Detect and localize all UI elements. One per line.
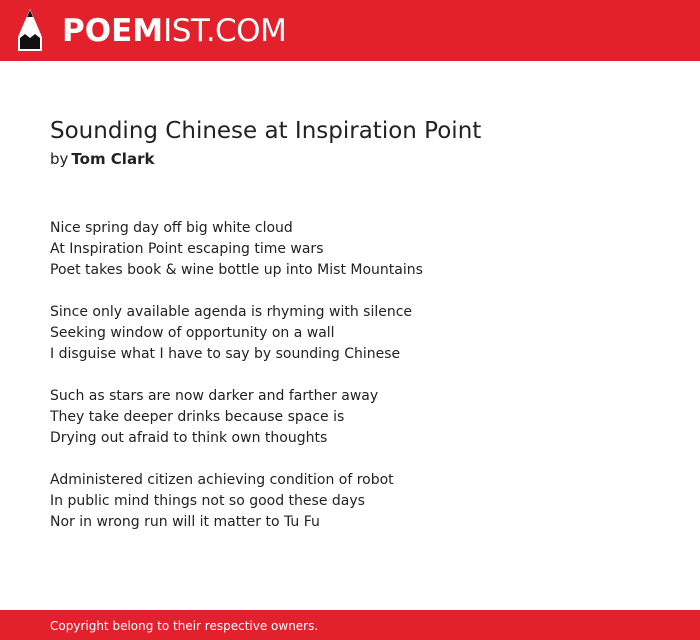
poem-line: Seeking window of opportunity on a wall [50, 325, 335, 341]
site-footer [0, 610, 700, 640]
poem-line: Drying out afraid to think own thoughts [50, 430, 328, 446]
pencil-logo-icon[interactable] [17, 9, 43, 51]
poem-line: In public mind things not so good these days [50, 493, 365, 509]
author-name: Tom Clark [71, 150, 155, 168]
poem-line: Administered citizen achieving condition of robot [50, 472, 394, 488]
poem-title: Sounding Chinese at Inspiration Point [50, 118, 482, 144]
stanza [50, 386, 670, 449]
by-label: by [50, 150, 69, 168]
stanza [50, 470, 670, 533]
stanza [50, 218, 670, 281]
poem-line: Since only available agenda is rhyming with silence [50, 304, 413, 320]
poem-line: Poet takes book & wine bottle up into Mist Mountains [50, 262, 423, 278]
poem-body [50, 218, 670, 554]
poem-line: I disguise what I have to say by sounding Chinese [50, 346, 401, 362]
poem-line: They take deeper drinks because space is [50, 409, 345, 425]
logo-light-text: IST.COM [163, 13, 287, 49]
poem-line: Nor in wrong run will it matter to Tu Fu [50, 514, 320, 530]
copyright-text: Copyright belong to their respective owners. [50, 619, 319, 633]
byline [50, 148, 154, 170]
poem-line: Nice spring day off big white cloud [50, 220, 293, 236]
stanza [50, 302, 670, 365]
poem-line: At Inspiration Point escaping time wars [50, 241, 324, 257]
poem-line: Such as stars are now darker and farther away [50, 388, 379, 404]
site-logo[interactable] [62, 11, 286, 51]
site-header [0, 0, 700, 61]
logo-bold-text: POEM [62, 13, 164, 49]
